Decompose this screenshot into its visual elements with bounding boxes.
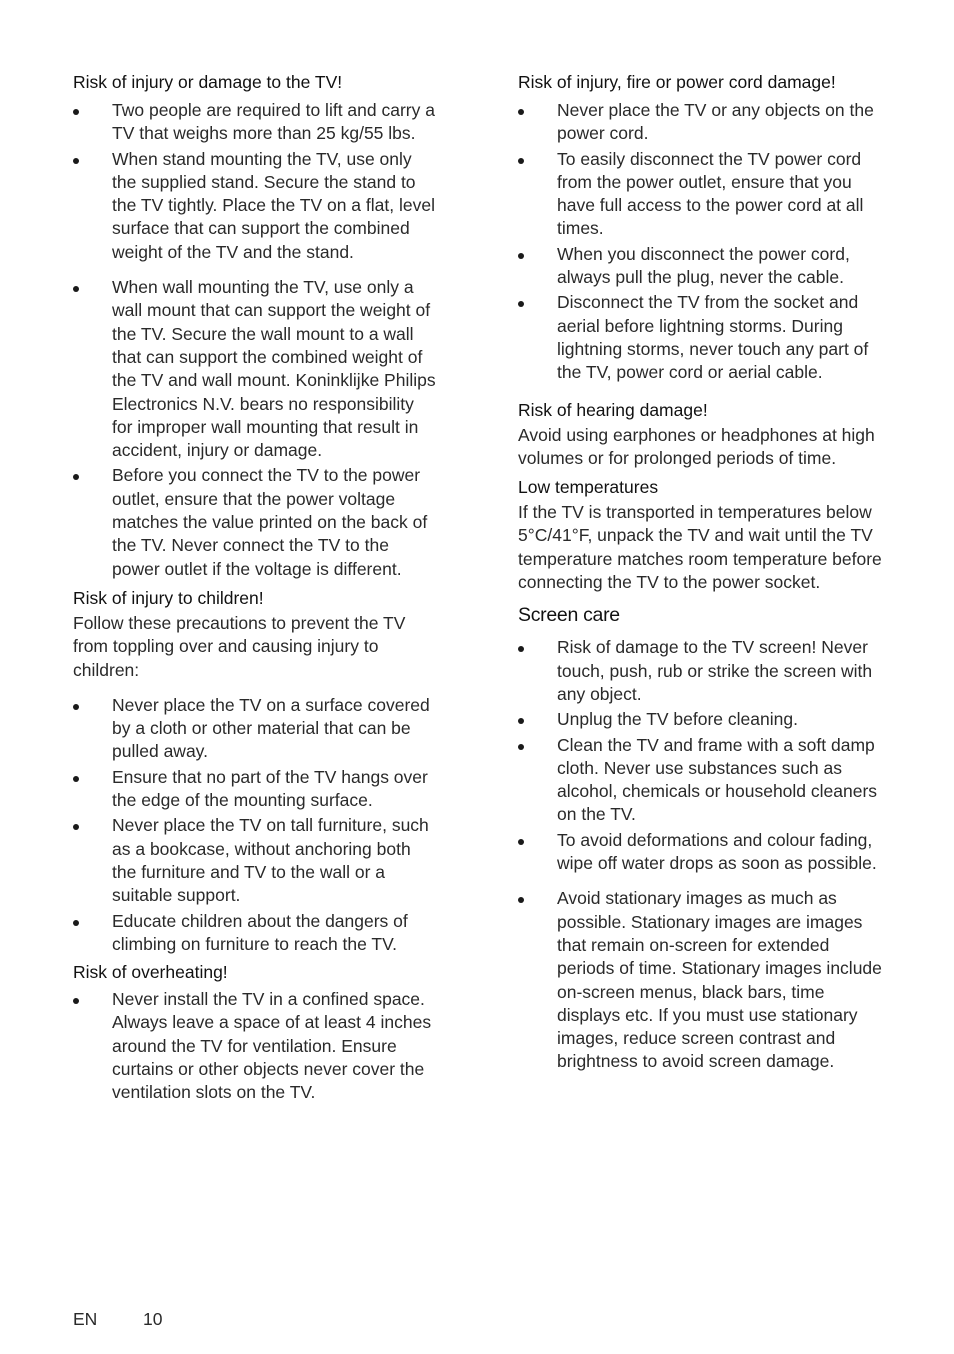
list-item: To avoid deformations and colour fading, wipe off water drops as soon as possible. (518, 829, 888, 876)
list-item: Avoid stationary images as much as possible. Stationary images are images that remain on-screen for extended periods of time. Stationary images include on-screen menus, black bars, time displays etc. If you must use stationary images, reduce screen contrast and brightness to avoid screen damage. (518, 887, 888, 1073)
list-power-cord (518, 99, 888, 385)
bullet-icon (73, 824, 79, 830)
bullet-icon (73, 920, 79, 926)
bullet-icon (73, 704, 79, 710)
list-item: When stand mounting the TV, use only the supplied stand. Secure the stand to the TV tightly. Place the TV on a flat, level surface that can support the combined weight of the TV and the stand. (73, 148, 439, 264)
page-number: 10 (143, 1309, 163, 1329)
left-column (73, 71, 439, 1105)
heading-overheating: Risk of overheating! (73, 962, 228, 983)
list-item: Never place the TV on tall furniture, such as a bookcase, without anchoring both the furniture and TV to the wall or a suitable support. (73, 814, 439, 907)
list-item: When you disconnect the power cord, always pull the plug, never the cable. (518, 243, 888, 290)
bullet-icon (73, 286, 79, 292)
list-item: When wall mounting the TV, use only a wall mount that can support the weight of the TV. Secure the wall mount to a wall that can support the combined weight of the TV and wall mount. Koninklijke Philips Electronics N.V. bears no responsibility for improper wall mounting that result in accident, injury or damage. (73, 276, 439, 462)
list-item: Clean the TV and frame with a soft damp cloth. Never use substances such as alcohol, chemicals or household cleaners on the TV. (518, 734, 888, 827)
list-item: Never install the TV in a confined space. Always leave a space of at least 4 inches around the TV for ventilation. Ensure curtains or other objects never cover the ventilation slots on the TV. (73, 988, 439, 1104)
list-item: Never place the TV or any objects on the power cord. (518, 99, 888, 146)
heading-low-temperatures: Low temperatures (518, 477, 659, 498)
bullet-icon (73, 998, 79, 1004)
list-item: Risk of damage to the TV screen! Never touch, push, rub or strike the screen with any object. (518, 636, 888, 706)
heading-injury-tv: Risk of injury or damage to the TV! (73, 72, 343, 92)
low-temperatures-text: If the TV is transported in temperatures below 5°C/41°F, unpack the TV and wait until the TV temperature matches room temperature before connecting the TV to the power socket. (518, 502, 882, 593)
page-footer (73, 1308, 163, 1331)
list-item: Educate children about the dangers of climbing on furniture to reach the TV. (73, 910, 439, 957)
bullet-icon (73, 158, 79, 164)
bullet-icon (518, 301, 524, 307)
list-item: Ensure that no part of the TV hangs over the edge of the mounting surface. (73, 766, 439, 813)
language-code: EN (73, 1309, 98, 1329)
heading-injury-children: Risk of injury to children! (73, 587, 264, 608)
bullet-icon (518, 158, 524, 164)
list-injury-tv (73, 99, 439, 581)
bullet-icon (518, 253, 524, 259)
bullet-icon (518, 718, 524, 724)
list-overheating (73, 988, 439, 1104)
bullet-icon (518, 897, 524, 903)
heading-screen-care: Screen care (518, 604, 620, 627)
bullet-icon (73, 474, 79, 480)
injury-children-intro: Follow these precautions to prevent the TV from toppling over and causing injury to children: (73, 612, 406, 680)
list-injury-children (73, 694, 439, 956)
bullet-icon (518, 744, 524, 750)
heading-hearing: Risk of hearing damage! (518, 399, 708, 420)
list-item: Before you connect the TV to the power outlet, ensure that the power voltage matches the value printed on the back of the TV. Never connect the TV to the power outlet if the voltage is different. (73, 464, 439, 580)
bullet-icon (518, 839, 524, 845)
bullet-icon (518, 646, 524, 652)
list-item: Two people are required to lift and carry a TV that weighs more than 25 kg/55 lbs. (73, 99, 439, 146)
list-item: To easily disconnect the TV power cord from the power outlet, ensure that you have full access to the power cord at all times. (518, 148, 888, 241)
bullet-icon (518, 109, 524, 115)
bullet-icon (73, 776, 79, 782)
hearing-text: Avoid using earphones or headphones at high volumes or for prolonged periods of time. (518, 424, 875, 468)
list-item: Unplug the TV before cleaning. (518, 708, 888, 731)
heading-power-cord: Risk of injury, fire or power cord damage! (518, 72, 836, 92)
list-item: Disconnect the TV from the socket and aerial before lightning storms. During lightning storms, never touch any part of the TV, power cord or aerial cable. (518, 291, 888, 384)
list-screen-care (518, 636, 888, 1073)
bullet-icon (73, 109, 79, 115)
list-item: Never place the TV on a surface covered by a cloth or other material that can be pulled away. (73, 694, 439, 764)
right-column (518, 71, 888, 1074)
